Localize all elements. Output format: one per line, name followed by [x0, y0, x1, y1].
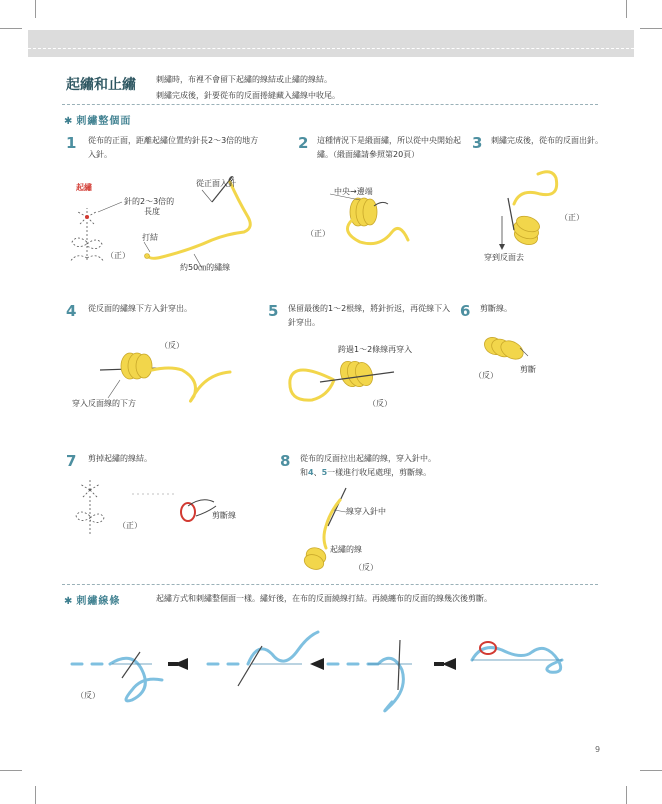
- label-front: （正）: [560, 213, 584, 222]
- label-front: （正）: [118, 521, 142, 530]
- label-into-back: 穿入反面線的下方: [72, 399, 136, 408]
- step-text: 剪掉起繡的線結。: [88, 454, 152, 463]
- step-text: 保留最後的1～2根線，將針折返，再從線下入針穿出。: [288, 304, 451, 327]
- step-text: 剪斷線。: [480, 304, 512, 313]
- star-icon: ✱: [64, 116, 74, 127]
- step8-illustration: [300, 482, 380, 568]
- star-icon: ✱: [64, 596, 74, 607]
- step-number: 6: [460, 302, 471, 320]
- label-back: （反）: [368, 399, 392, 408]
- step7-illustration: [62, 476, 262, 540]
- step-number: 4: [66, 302, 77, 320]
- label-needle-length-2: 長度: [144, 207, 160, 216]
- section-heading-line: ✱ 刺繡線條: [64, 596, 121, 607]
- intro-line: 刺繡時，布裡不會留下起繡的線結或止繡的線結。: [156, 75, 332, 84]
- label-qixiu: 起繡: [76, 183, 92, 192]
- label-back: （反）: [354, 563, 378, 572]
- label-center-edge: 中央→邊端: [334, 187, 373, 196]
- label-back: （反）: [76, 691, 100, 700]
- section-heading-fill: ✱ 刺繡整個面: [64, 116, 132, 127]
- crop-mark: [0, 28, 22, 29]
- label-cut: 剪斷: [520, 365, 536, 374]
- label-knot: 打結: [142, 233, 158, 242]
- crop-mark: [640, 28, 662, 29]
- header-band-stitch: [28, 48, 634, 49]
- step1-illustration: [62, 172, 272, 282]
- step-number: 5: [268, 302, 279, 320]
- step-number: 8: [280, 452, 291, 470]
- label-start-thread: 起繡的線: [330, 545, 362, 554]
- step-number: 7: [66, 452, 77, 470]
- crop-mark: [35, 0, 36, 18]
- step2-illustration: [300, 182, 460, 272]
- label-cut-thread: 剪斷線: [212, 511, 236, 520]
- section-divider: [62, 584, 598, 585]
- label-front: （正）: [106, 251, 130, 260]
- page-number: 9: [595, 745, 601, 754]
- step-number: 2: [298, 134, 309, 152]
- step-number: 3: [472, 134, 483, 152]
- page-title: 起繡和止繡: [66, 77, 136, 93]
- label-to-back: 穿到反面去: [484, 253, 524, 262]
- header-band: [28, 30, 634, 57]
- section-divider: [62, 104, 598, 105]
- label-front: （正）: [306, 229, 330, 238]
- crop-mark: [626, 0, 627, 18]
- step-text: 這種情況下是緞面繡，所以從中央開始起繡。（緞面繡請參照第20頁）: [317, 136, 461, 159]
- label-from-front: 從正面入針: [196, 179, 236, 188]
- label-thread-needle: 線穿入針中: [346, 507, 386, 516]
- step-text: 從布的正面，距離起繡位置約針長2～3倍的地方入針。: [88, 136, 259, 159]
- label-back: （反）: [474, 371, 498, 380]
- label-needle-length: 針的2～3倍的: [124, 197, 175, 206]
- crop-mark: [626, 786, 627, 804]
- section-line-text: 起繡方式和刺繡整個面一樣。繡好後，在布的反面繞線打結。再繞纏布的反面的線幾次後剪斷。: [156, 594, 492, 603]
- crop-mark: [640, 770, 662, 771]
- label-back: （反）: [160, 341, 184, 350]
- label-pass-1-2: 跨過1～2條線再穿入: [338, 345, 413, 354]
- step-text-b: 和4、5一樣進行收尾處理，剪斷線。: [300, 468, 432, 477]
- step-text: 刺繡完成後，從布的反面出針。: [491, 136, 603, 145]
- step-text: 從布的反面拉出起繡的線，穿入針中。: [300, 454, 436, 463]
- intro-line: 刺繡完成後，針要從布的反面捲縫藏入繡線中收尾。: [156, 91, 340, 100]
- label-thread-50cm: 約50㎝的繡線: [180, 263, 231, 272]
- line-stitch-illustration: [62, 620, 602, 730]
- step-text: 從反面的繡線下方入針穿出。: [88, 304, 192, 313]
- crop-mark: [0, 770, 22, 771]
- crop-mark: [35, 786, 36, 804]
- step-number: 1: [66, 134, 77, 152]
